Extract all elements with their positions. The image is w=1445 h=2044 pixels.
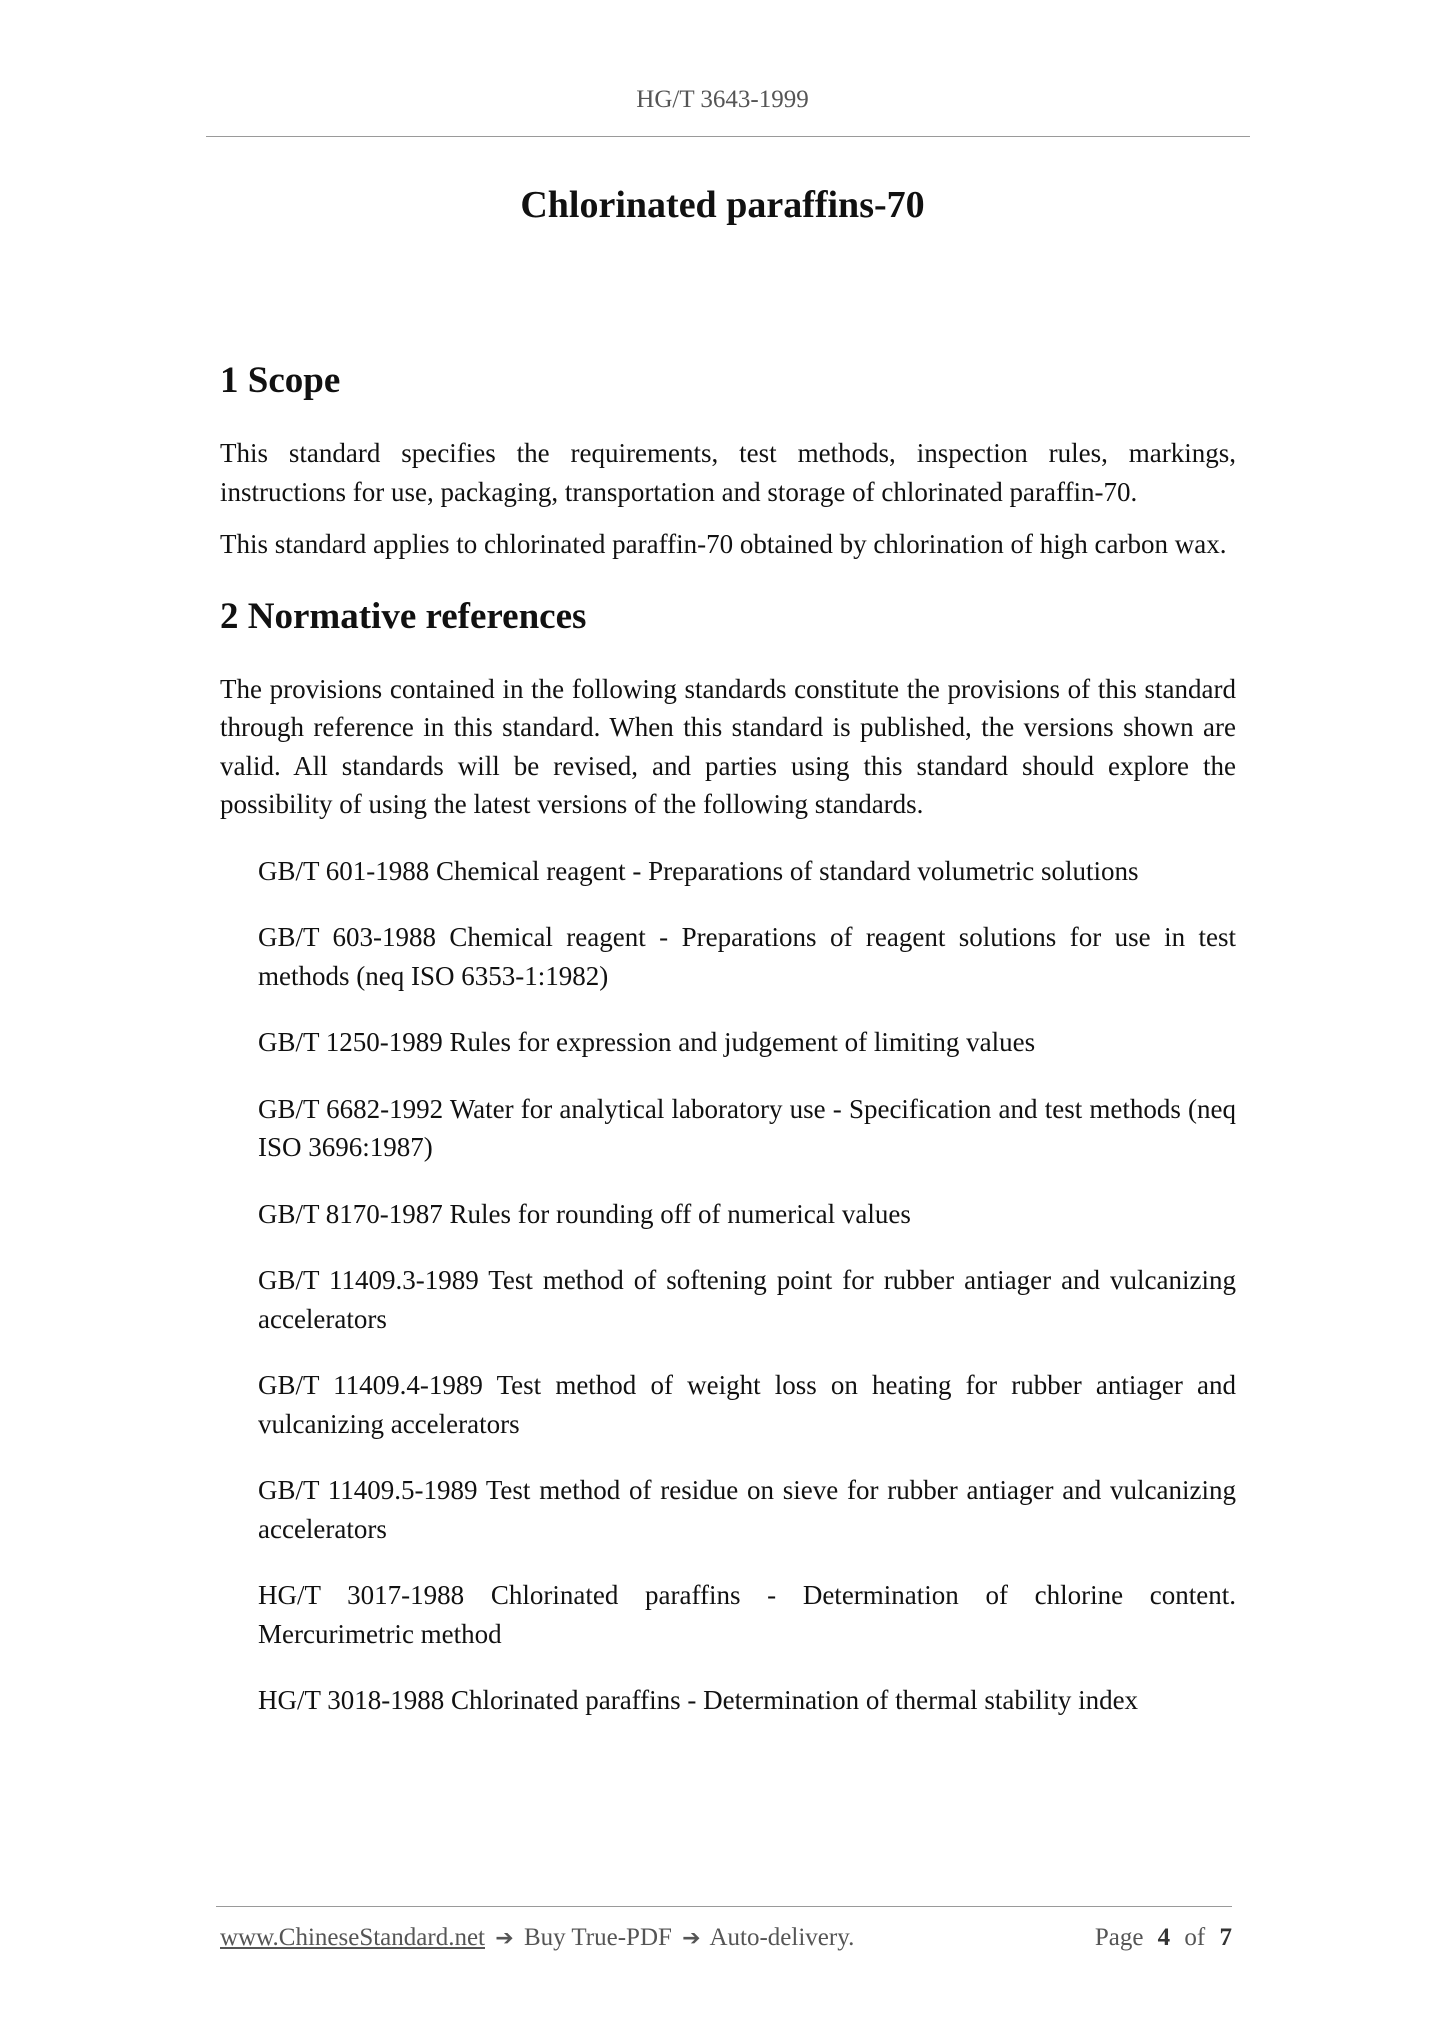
header-divider (206, 136, 1250, 137)
scope-paragraph: This standard applies to chlorinated paraffin-70 obtained by chlorination of high carbon wax. (220, 529, 1227, 559)
page-total: 7 (1219, 1924, 1232, 1951)
section-heading-scope: 1 Scope (220, 360, 341, 401)
reference-item: GB/T 603-1988 Chemical reagent - Preparations of reagent solutions for use in test methods (neq ISO 6353-1:1982) (258, 922, 1236, 991)
reference-item: HG/T 3017-1988 Chlorinated paraffins - Determination of chlorine content. Mercurimetric method (258, 1580, 1236, 1649)
auto-delivery-text: Auto-delivery. (709, 1924, 855, 1951)
right-arrow-icon: ➔ (682, 1926, 701, 1951)
reference-item: HG/T 3018-1988 Chlorinated paraffins - Determination of thermal stability index (258, 1685, 1139, 1715)
reference-item: GB/T 1250-1989 Rules for expression and judgement of limiting values (258, 1027, 1036, 1057)
footer-promo (220, 1924, 854, 1952)
section-heading-normative-references: 2 Normative references (220, 595, 587, 637)
site-link[interactable]: www.ChineseStandard.net (220, 1924, 485, 1951)
reference-item: GB/T 11409.4-1989 Test method of weight loss on heating for rubber antiager and vulcanizing accelerators (258, 1370, 1236, 1439)
reference-item: GB/T 6682-1992 Water for analytical laboratory use - Specification and test methods (neq ISO 3696:1987) (258, 1093, 1236, 1162)
document-body (220, 352, 1236, 1720)
page-number (1095, 1924, 1232, 1952)
document-title: Chlorinated paraffins-70 (520, 184, 925, 226)
reference-item: GB/T 11409.5-1989 Test method of residue on sieve for rubber antiager and vulcanizing accelerators (258, 1475, 1236, 1544)
page-of-label: of (1184, 1924, 1206, 1951)
buy-pdf-text: Buy True-PDF (523, 1924, 672, 1951)
page-current: 4 (1157, 1924, 1171, 1951)
right-arrow-icon: ➔ (495, 1926, 514, 1951)
reference-list (220, 852, 1236, 1720)
page-footer (220, 1924, 1232, 1952)
page-header-code: HG/T 3643-1999 (636, 86, 809, 113)
reference-item: GB/T 11409.3-1989 Test method of softening point for rubber antiager and vulcanizing accelerators (258, 1265, 1236, 1334)
footer-divider (216, 1906, 1232, 1907)
page-label: Page (1094, 1924, 1144, 1951)
references-intro-paragraph: The provisions contained in the following standards constitute the provisions of this standard through reference in this standard. When this standard is published, the versions shown are valid. All standards will be revised, and parties using this standard should explore the possibility of using the latest versions of the following standards. (220, 673, 1236, 819)
reference-item: GB/T 8170-1987 Rules for rounding off of numerical values (258, 1198, 911, 1229)
reference-item: GB/T 601-1988 Chemical reagent - Preparations of standard volumetric solutions (258, 855, 1139, 886)
scope-paragraph: This standard specifies the requirements, test methods, inspection rules, markings, instructions for use, packaging, transportation and storage of chlorinated paraffin-70. (220, 438, 1236, 507)
